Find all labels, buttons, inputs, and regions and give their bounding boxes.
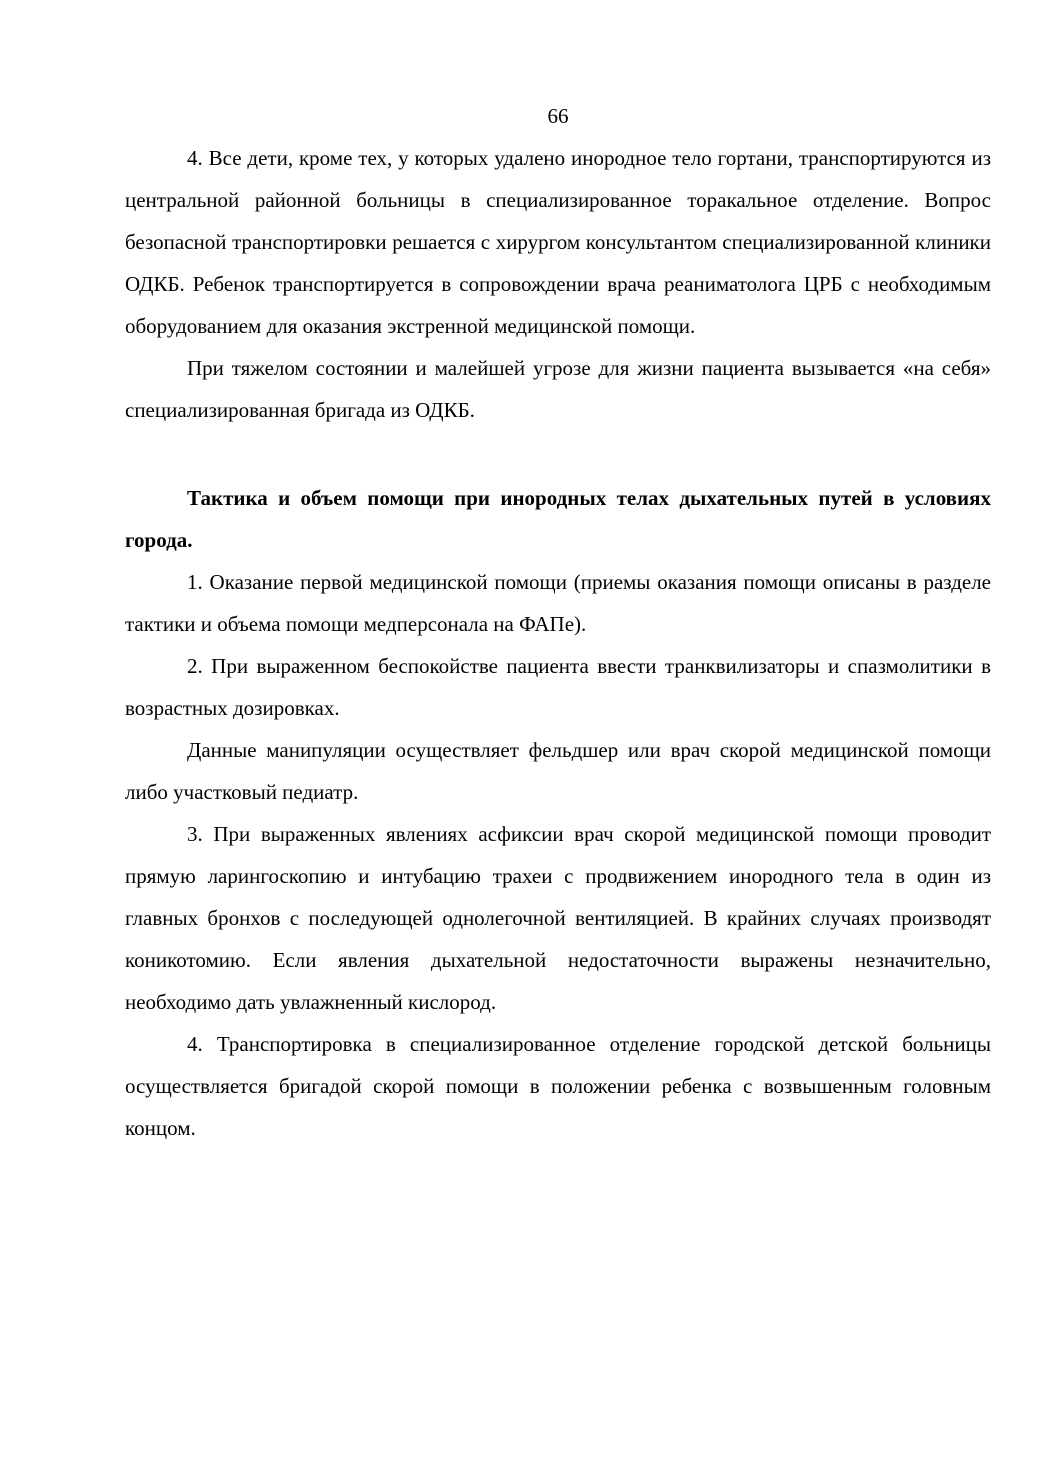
paragraph-first-aid: 1. Оказание первой медицинской помощи (приемы оказания помощи описаны в разделе тактики и объема помощи медперсонала на ФАПе). [125, 570, 991, 636]
paragraph-severe-condition: При тяжелом состоянии и малейшей угрозе для жизни пациента вызывается «на себя» специализированная бригада из ОДКБ. [125, 356, 991, 422]
paragraph-asphyxia: 3. При выраженных явлениях асфиксии врач скорой медицинской помощи проводит прямую ларингоскопию и интубацию трахеи с продвижением инородного тела в один из главных бронхов с последующей однолегочной вентиляцией. В крайних случаях производят коникотомию. Если явления дыхательной недостаточности выражены незначительно, необходимо дать увлажненный кислород. [125, 822, 991, 1014]
paragraph-tranquilizers: 2. При выраженном беспокойстве пациента ввести транквилизаторы и спазмолитики в возрастных дозировках. [125, 654, 991, 720]
section-heading-city-tactics: Тактика и объем помощи при инородных телах дыхательных путей в условиях города. [125, 486, 991, 552]
paragraph-city-transport: 4. Транспортировка в специализированное отделение городской детской больницы осуществляется бригадой скорой помощи в положении ребенка с возвышенным головным концом. [125, 1032, 991, 1140]
document-body [125, 137, 991, 1149]
paragraph-performers: Данные манипуляции осуществляет фельдшер или врач скорой медицинской помощи либо участковый педиатр. [125, 738, 991, 804]
page-number: 66 [547, 104, 569, 128]
paragraph-transport-crb: 4. Все дети, кроме тех, у которых удалено инородное тело гортани, транспортируются из центральной районной больницы в специализированное торакальное отделение. Вопрос безопасной транспортировки решается с хирургом консультантом специализированной клиники ОДКБ. Ребенок транспортируется в сопровождении врача реаниматолога ЦРБ с необходимым оборудованием для оказания экстренной медицинской помощи. [125, 146, 991, 338]
